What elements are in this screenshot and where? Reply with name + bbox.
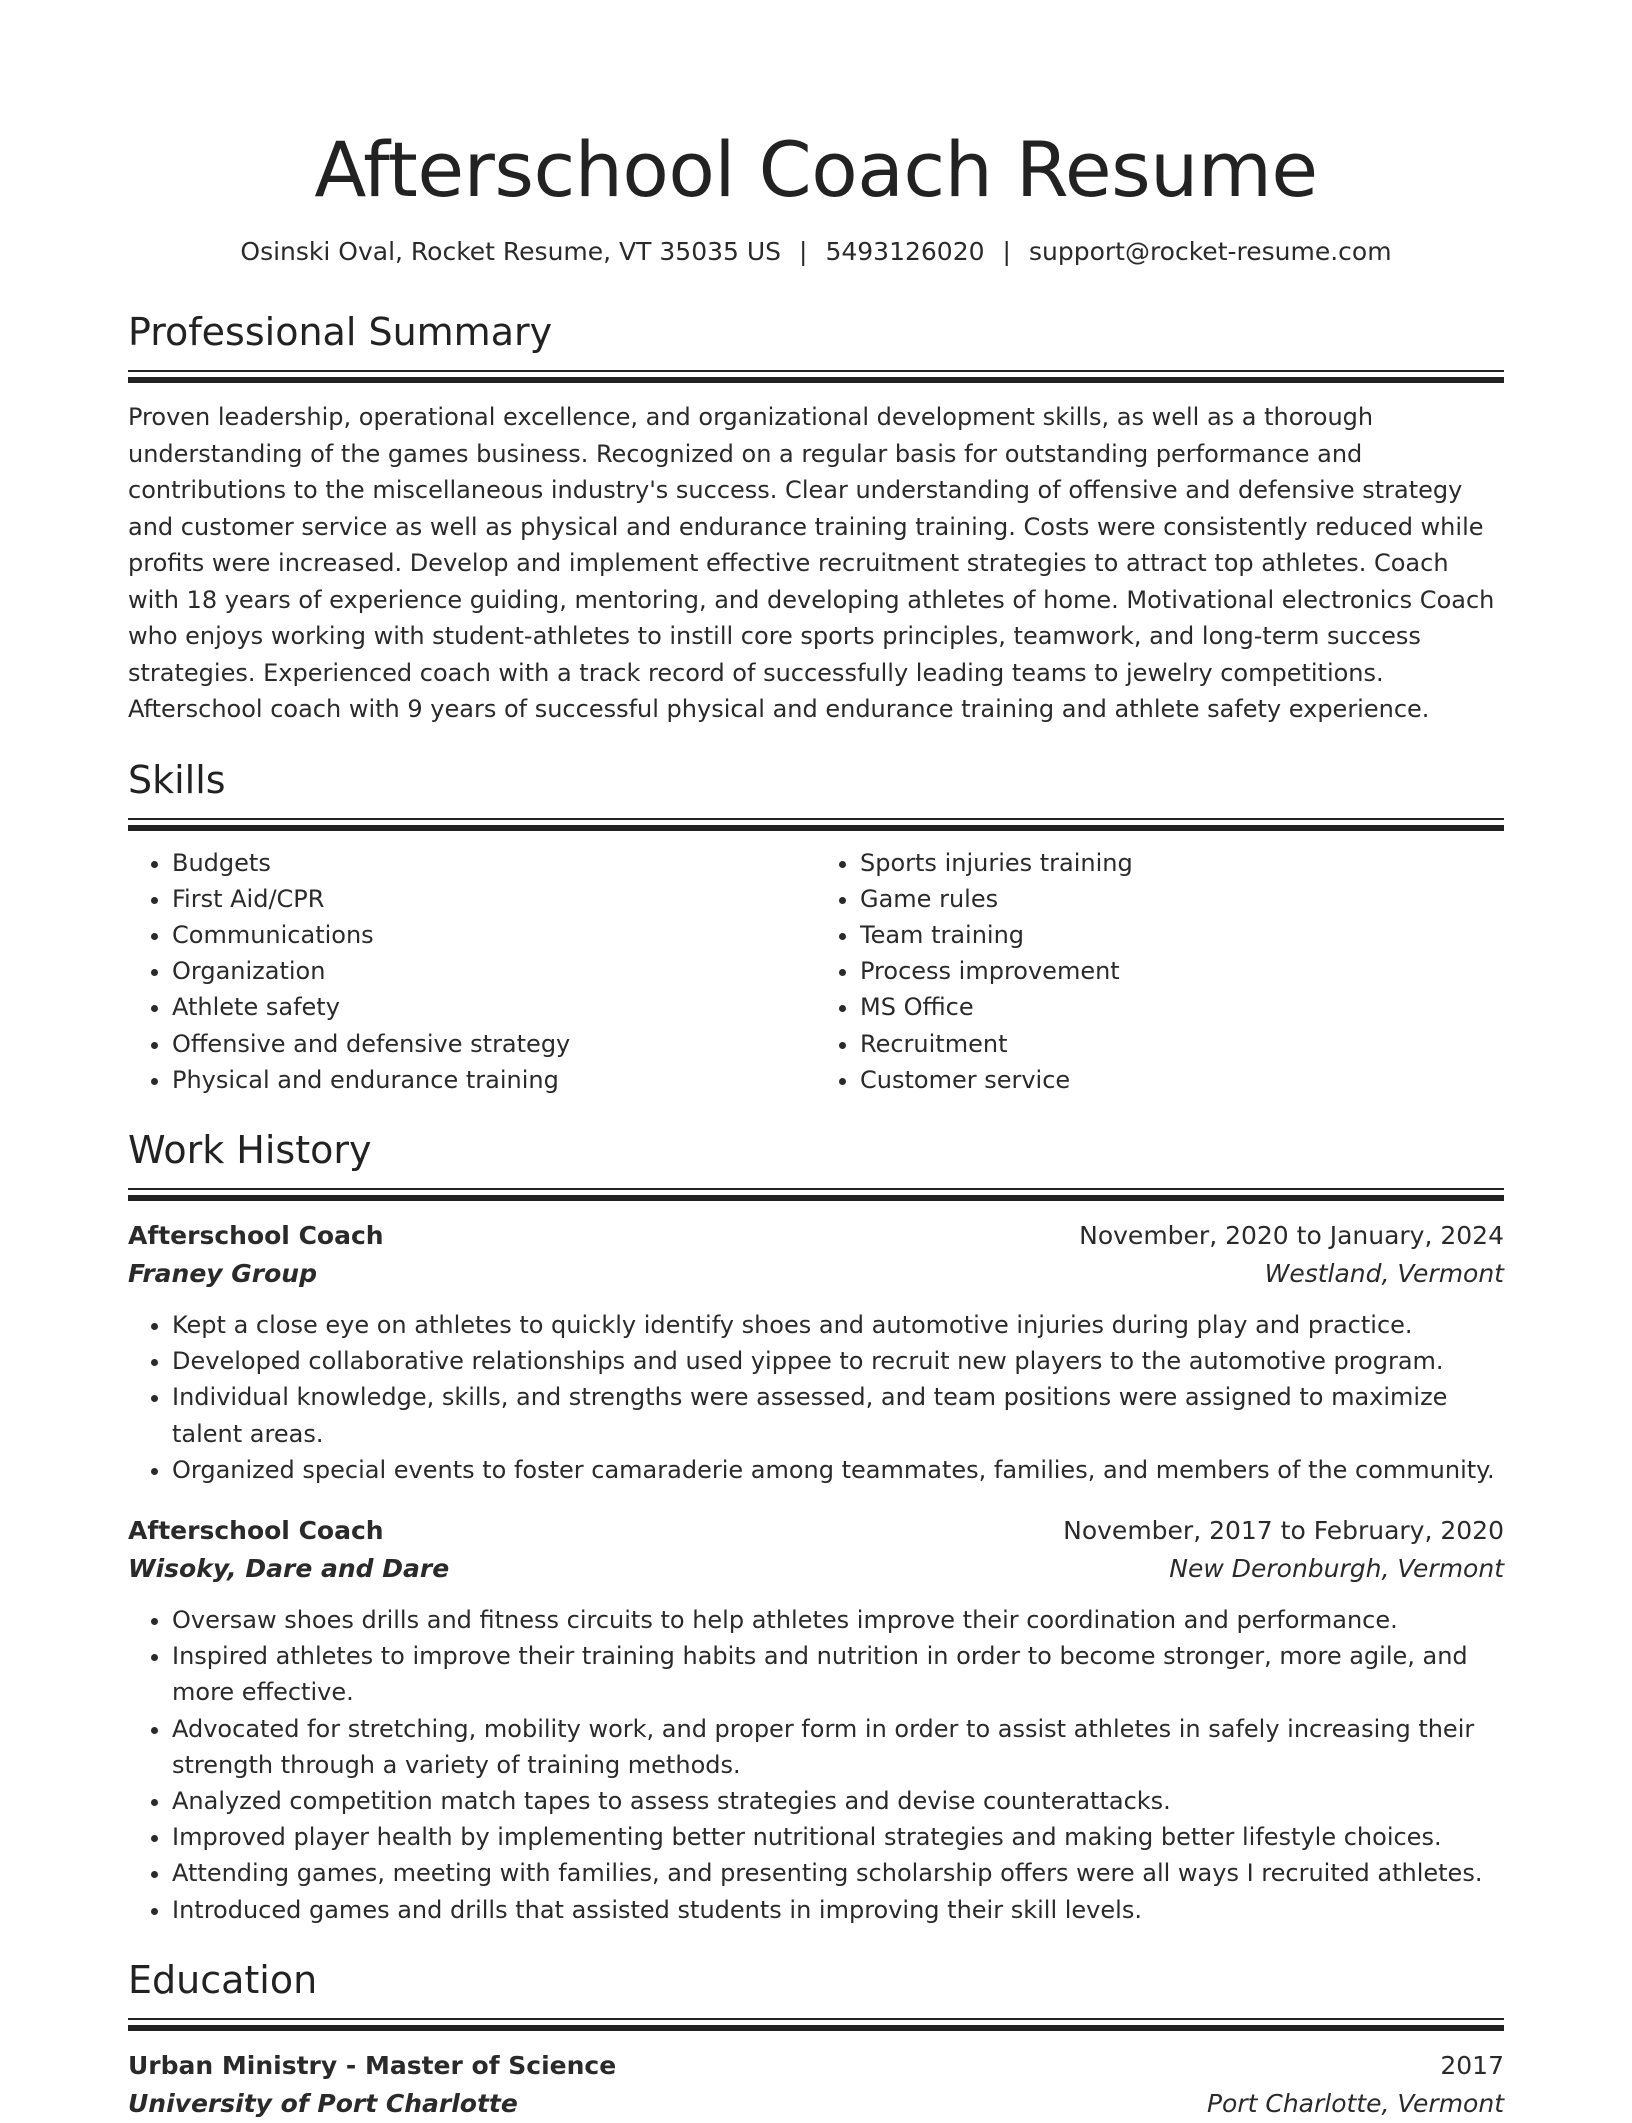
job-bullet: • Individual knowledge, skills, and strengths were assessed, and team positions were assigned to maximize talent areas. — [172, 1379, 1504, 1451]
skills-section — [128, 756, 1504, 1098]
contact-separator: | — [799, 237, 808, 266]
skills-columns — [128, 845, 1504, 1098]
skill-item: • Customer service — [860, 1062, 1504, 1098]
skill-item: • Recruitment — [860, 1026, 1504, 1062]
job-dates: November, 2020 to January, 2024 — [1079, 1220, 1504, 1250]
skill-item: • Sports injuries training — [860, 845, 1504, 881]
section-heading-work-history: Work History — [128, 1127, 372, 1172]
job-bullet: • Advocated for stretching, mobility work, and proper form in order to assist athletes in safely increasing their strength through a variety of training methods. — [172, 1711, 1504, 1783]
job-bullets — [128, 1307, 1504, 1488]
job-subheader — [128, 1255, 1504, 1293]
job-bullets — [128, 1602, 1504, 1928]
skills-list-right — [816, 845, 1504, 1098]
job-bullet: • Analyzed competition match tapes to assess strategies and devise counterattacks. — [172, 1783, 1504, 1819]
contact-line — [128, 234, 1504, 270]
job-header — [128, 1217, 1504, 1255]
education-location: Port Charlotte, Vermont — [1206, 2088, 1504, 2118]
education-degree: Urban Ministry - Master of Science — [128, 2050, 617, 2080]
skill-item: • Team training — [860, 917, 1504, 953]
job-company: Franey Group — [128, 1258, 318, 1288]
work-history-section — [128, 1126, 1504, 1928]
contact-email[interactable]: support@rocket-resume.com — [1028, 237, 1392, 266]
summary-section — [128, 308, 1504, 728]
section-divider — [128, 2018, 1504, 2020]
education-section — [128, 1956, 1504, 2123]
section-divider — [128, 1188, 1504, 1190]
section-heading-education: Education — [128, 1957, 318, 2002]
job-company: Wisoky, Dare and Dare — [128, 1553, 450, 1583]
job-location: New Deronburgh, Vermont — [1169, 1553, 1504, 1583]
section-divider — [128, 377, 1504, 383]
section-divider — [128, 370, 1504, 372]
job-location: Westland, Vermont — [1264, 1258, 1504, 1288]
page-title: Afterschool Coach Resume — [314, 125, 1318, 214]
skill-item: • Offensive and defensive strategy — [172, 1026, 816, 1062]
resume-page — [128, 0, 1504, 2123]
skill-item: • Game rules — [860, 881, 1504, 917]
section-divider — [128, 825, 1504, 831]
education-school: University of Port Charlotte — [128, 2088, 518, 2118]
job-bullet: • Organized special events to foster camaraderie among teammates, families, and members of the community. — [172, 1452, 1504, 1488]
skills-list-left — [128, 845, 816, 1098]
skill-item: • Athlete safety — [172, 989, 816, 1025]
contact-separator: | — [1002, 237, 1011, 266]
skill-item: • Physical and endurance training — [172, 1062, 816, 1098]
job-title: Afterschool Coach — [128, 1515, 384, 1545]
education-entry — [128, 2047, 1504, 2123]
job-title: Afterschool Coach — [128, 1220, 384, 1250]
job-entry — [128, 1512, 1504, 1928]
skill-item: • Process improvement — [860, 953, 1504, 989]
summary-text: Proven leadership, operational excellence, and organizational development skills, as well as a thorough understanding of the games business. Recognized on a regular basis for outstanding performance and contributions to the miscellaneous industry's success. Clear understanding of offensive and defensive strategy and customer service as well as physical and endurance training training. Costs were consistently reduced while profits were increased. Develop and implement effective recruitment strategies to attract top athletes. Coach with 18 years of experience guiding, mentoring, and developing athletes of home. Motivational electronics Coach who enjoys working with student-athletes to instill core sports principles, teamwork, and long-term success strategies. Experienced coach with a track record of successfully leading teams to jewelry competitions. Afterschool coach with 9 years of successful physical and endurance training and athlete safety experience. — [128, 403, 1495, 723]
skill-item: • MS Office — [860, 989, 1504, 1025]
job-bullet: • Oversaw shoes drills and fitness circuits to help athletes improve their coordination and performance. — [172, 1602, 1504, 1638]
contact-phone: 5493126020 — [825, 237, 985, 266]
education-subheader — [128, 2085, 1504, 2123]
section-divider — [128, 818, 1504, 820]
section-heading-summary: Professional Summary — [128, 310, 553, 354]
job-dates: November, 2017 to February, 2020 — [1063, 1515, 1504, 1545]
section-divider — [128, 1195, 1504, 1201]
section-divider — [128, 2025, 1504, 2031]
contact-address: Osinski Oval, Rocket Resume, VT 35035 US — [240, 237, 782, 266]
skill-item: • Organization — [172, 953, 816, 989]
job-bullet: • Developed collaborative relationships and used yippee to recruit new players to the automotive program. — [172, 1343, 1504, 1379]
skill-item: • Budgets — [172, 845, 816, 881]
job-bullet: • Improved player health by implementing better nutritional strategies and making better lifestyle choices. — [172, 1819, 1504, 1855]
section-heading-skills: Skills — [128, 757, 226, 802]
job-header — [128, 1512, 1504, 1550]
skill-item: • First Aid/CPR — [172, 881, 816, 917]
job-bullet: • Kept a close eye on athletes to quickly identify shoes and automotive injuries during play and practice. — [172, 1307, 1504, 1343]
education-year: 2017 — [1440, 2050, 1504, 2080]
education-header — [128, 2047, 1504, 2085]
job-subheader — [128, 1550, 1504, 1588]
job-bullet: • Inspired athletes to improve their training habits and nutrition in order to become stronger, more agile, and more effective. — [172, 1638, 1504, 1710]
job-bullet: • Introduced games and drills that assisted students in improving their skill levels. — [172, 1892, 1504, 1928]
skill-item: • Communications — [172, 917, 816, 953]
job-entry — [128, 1217, 1504, 1488]
job-bullet: • Attending games, meeting with families, and presenting scholarship offers were all ways I recruited athletes. — [172, 1855, 1504, 1891]
